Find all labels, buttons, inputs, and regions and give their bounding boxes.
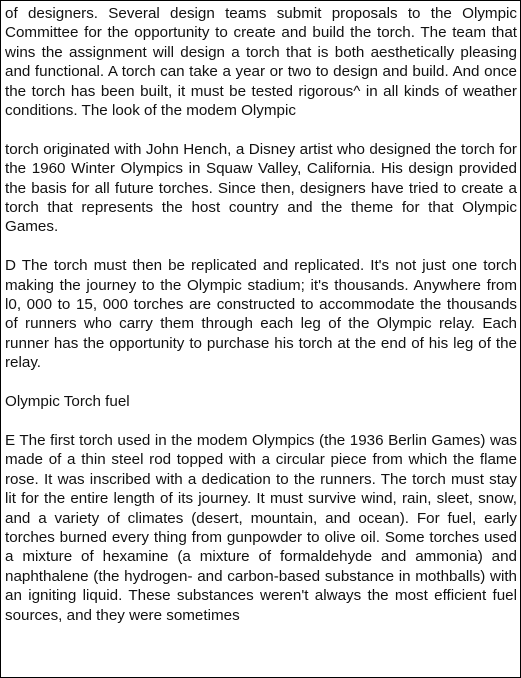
section-heading-torch-fuel: Olympic Torch fuel xyxy=(5,393,130,411)
paragraph-d-replication: D The torch must then be replicated and replicated. It's not just one torch making the journey to the Olympic stadium; it's thousands. Anywhere from l0, 000 to 15, 000 torches are constructed to accommodate the thousands of runners who carry them through each leg of the Olympic relay. Each runner has the opportunity to purchase his torch at the end of his leg of the relay. xyxy=(5,257,517,372)
document-body xyxy=(5,4,517,644)
paragraph-designers: of designers. Several design teams submit proposals to the Olympic Committee for the opportunity to create and build the torch. The team that wins the assignment will design a torch that is both aesthetically pleasing and functional. A torch can take a year or two to design and build. And once the torch has been built, it must be tested rigorous^ in all kinds of weather conditions. The look of the modem Olympic xyxy=(5,5,517,120)
paragraph-torch-origin: torch originated with John Hench, a Disney artist who designed the torch for the 1960 Winter Olympics in Squaw Valley, California. His design provided the basis for all future torches. Since then, designers have tried to create a torch that represents the host country and the theme for that Olympic Games. xyxy=(5,140,517,236)
paragraph-e-first-torch: E The first torch used in the modem Olympics (the 1936 Berlin Games) was made of a thin steel rod topped with a circular piece from which the flame rose. It was inscribed with a dedication to the runners. The torch must stay lit for the entire length of its journey. It must survive wind, rain, sleet, snow, and a variety of climates (desert, mountain, and ocean). For fuel, early torches burned every thing from gunpowder to olive oil. Some torches used a mixture of hexamine (a mixture of formaldehyde and ammonia) and naphthalene (the hydrogen- and carbon-based substance in mothballs) with an igniting liquid. These substances weren't always the most efficient fuel sources, and they were sometimes xyxy=(5,431,517,624)
